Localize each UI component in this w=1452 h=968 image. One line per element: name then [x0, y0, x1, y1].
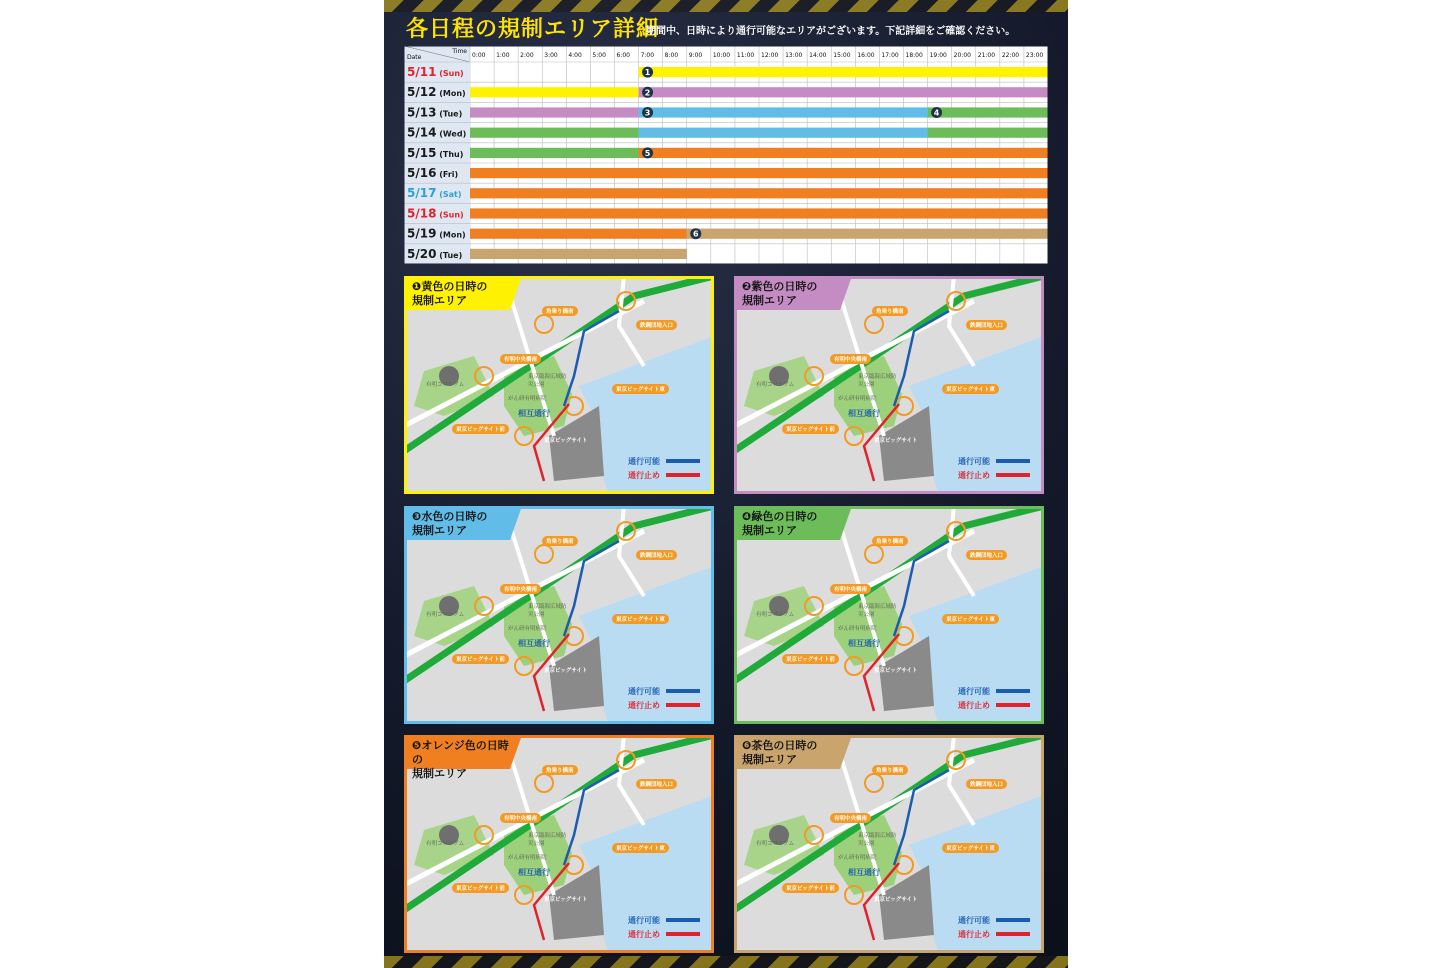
label-cancer-hospital: がん研有明病院 [838, 626, 877, 632]
map-legend [628, 454, 700, 482]
schedule-marker-number: 3 [644, 108, 651, 118]
hour-label: 19:00 [929, 52, 947, 59]
hour-label: 20:00 [953, 52, 971, 59]
label-mutual-traffic: 相互通行 [848, 409, 880, 418]
label-bigsight-front: 東京ビッグサイト前 [452, 424, 509, 434]
label-bigsight-front: 東京ビッグサイト前 [782, 424, 839, 434]
schedule-bar-orange [470, 208, 1048, 218]
legend-closed-line [666, 932, 700, 936]
label-railway-entrance: 鉄鋼団地入口 [966, 779, 1007, 789]
legend-passable-text: 通行可能 [628, 456, 660, 466]
label-rinkai-park: 東京臨海広域防災公園 [858, 374, 897, 388]
date-label: 5/14 (Wed) [407, 125, 467, 140]
label-bigsight: 東京ビッグサイト [544, 897, 588, 903]
hour-label: 11:00 [736, 52, 755, 59]
label-corner-bridge: 角乗り橋南 [542, 306, 578, 316]
label-rinkai-park: 東京臨海広域防災公園 [858, 604, 897, 618]
schedule-marker-number: 4 [933, 108, 940, 118]
label-bigsight-front: 東京ビッグサイト前 [452, 883, 509, 893]
legend-passable-line [666, 459, 700, 463]
label-bigsight-east: 東京ビッグサイト東 [942, 384, 999, 394]
label-ariake-center-bridge: 有明中央橋南 [500, 354, 541, 364]
hour-label: 7:00 [640, 52, 655, 59]
map-legend [628, 913, 700, 941]
label-corner-bridge: 角乗り橋南 [872, 536, 908, 546]
label-bigsight: 東京ビッグサイト [874, 668, 918, 674]
schedule-bar-brown [687, 229, 1048, 239]
corner-time-label: Time [452, 48, 467, 55]
legend-passable-text: 通行可能 [958, 686, 990, 696]
legend-passable-line [996, 459, 1030, 463]
map-panel-3 [404, 506, 714, 724]
label-mutual-traffic: 相互通行 [518, 868, 550, 877]
label-bigsight: 東京ビッグサイト [874, 438, 918, 444]
legend-passable-text: 通行可能 [958, 915, 990, 925]
schedule-bar-yellow [470, 87, 639, 97]
page-subtitle: 期間中、日時により通行可能なエリアがございます。下記詳細をご確認ください。 [646, 26, 1016, 37]
schedule-bar-brown [470, 249, 687, 259]
label-cancer-hospital: がん研有明病院 [838, 396, 877, 402]
poster [384, 0, 1068, 968]
label-colosseum: 有明コロシアム [426, 382, 465, 388]
hazard-stripe-top [384, 0, 1068, 12]
label-railway-entrance: 鉄鋼団地入口 [636, 779, 677, 789]
label-railway-entrance: 鉄鋼団地入口 [636, 550, 677, 560]
label-ariake-center-bridge: 有明中央橋南 [500, 813, 541, 823]
legend-closed-line [996, 932, 1030, 936]
date-label: 5/11 (Sun) [407, 65, 464, 79]
label-corner-bridge: 角乗り橋南 [872, 765, 908, 775]
schedule-marker-number: 5 [644, 148, 651, 158]
date-label: 5/19 (Mon) [407, 226, 466, 241]
label-colosseum: 有明コロシアム [426, 612, 465, 618]
label-colosseum: 有明コロシアム [756, 612, 795, 618]
schedule-bar-blue [639, 128, 928, 138]
label-ariake-center-bridge: 有明中央橋南 [500, 584, 541, 594]
label-bigsight: 東京ビッグサイト [544, 668, 588, 674]
hour-label: 22:00 [1001, 52, 1020, 59]
date-label: 5/16 (Fri) [407, 166, 459, 180]
hour-label: 16:00 [857, 52, 875, 59]
map-legend [958, 913, 1030, 941]
label-mutual-traffic: 相互通行 [848, 639, 880, 648]
hour-label: 13:00 [785, 52, 803, 59]
schedule-bar-yellow [639, 67, 1048, 77]
hour-label: 0:00 [472, 52, 486, 59]
label-bigsight-front: 東京ビッグサイト前 [452, 654, 509, 664]
label-colosseum: 有明コロシアム [426, 841, 465, 847]
panel-title: ❶黄色の日時の 規制エリア [412, 280, 488, 307]
date-label: 5/17 (Sat) [407, 186, 462, 201]
label-mutual-traffic: 相互通行 [848, 868, 880, 877]
hour-label: 5:00 [592, 52, 606, 59]
legend-closed-text: 通行止め [628, 700, 660, 710]
label-rinkai-park: 東京臨海広域防災公園 [858, 833, 897, 847]
map-panel-2 [734, 276, 1044, 494]
hour-label: 6:00 [616, 52, 630, 59]
corner-date-label: Date [407, 54, 422, 61]
schedule-marker-number: 1 [644, 68, 651, 78]
hour-label: 15:00 [833, 52, 851, 59]
hour-label: 1:00 [496, 52, 510, 59]
legend-closed-text: 通行止め [958, 929, 990, 939]
date-label: 5/13 (Tue) [407, 105, 463, 120]
panel-title: ❹緑色の日時の 規制エリア [742, 510, 818, 537]
legend-closed-line [666, 473, 700, 477]
hour-label: 8:00 [664, 52, 679, 59]
hour-label: 23:00 [1025, 52, 1044, 59]
map-panel-6 [734, 735, 1044, 953]
hazard-stripe-bottom [384, 956, 1068, 968]
legend-passable-line [996, 918, 1030, 922]
label-ariake-center-bridge: 有明中央橋南 [830, 813, 871, 823]
hour-label: 9:00 [688, 52, 703, 59]
legend-passable-text: 通行可能 [958, 456, 990, 466]
map-legend [958, 454, 1030, 482]
date-label: 5/12 (Mon) [407, 85, 466, 100]
schedule-bar-purple [470, 107, 639, 117]
legend-closed-line [666, 703, 700, 707]
legend-closed-text: 通行止め [958, 700, 990, 710]
panel-title: ❻茶色の日時の 規制エリア [742, 739, 818, 766]
label-cancer-hospital: がん研有明病院 [508, 626, 547, 632]
panel-title: ❸水色の日時の 規制エリア [412, 510, 488, 537]
label-railway-entrance: 鉄鋼団地入口 [966, 320, 1007, 330]
label-railway-entrance: 鉄鋼団地入口 [636, 320, 677, 330]
label-railway-entrance: 鉄鋼団地入口 [966, 550, 1007, 560]
map-panel-4 [734, 506, 1044, 724]
schedule-bar-orange [470, 188, 1048, 198]
hour-label: 21:00 [977, 52, 996, 59]
legend-closed-line [996, 703, 1030, 707]
date-label: 5/15 (Thu) [407, 145, 464, 160]
legend-passable-line [996, 689, 1030, 693]
label-bigsight-east: 東京ビッグサイト東 [612, 843, 669, 853]
label-rinkai-park: 東京臨海広域防災公園 [528, 374, 567, 388]
hour-label: 17:00 [881, 52, 899, 59]
hour-label: 14:00 [809, 52, 827, 59]
map-legend [958, 684, 1030, 712]
hour-label: 12:00 [761, 52, 779, 59]
label-cancer-hospital: がん研有明病院 [838, 855, 877, 861]
label-mutual-traffic: 相互通行 [518, 639, 550, 648]
label-colosseum: 有明コロシアム [756, 382, 795, 388]
map-legend [628, 684, 700, 712]
legend-closed-line [996, 473, 1030, 477]
schedule-bar-purple [639, 87, 1048, 97]
map-panel-1 [404, 276, 714, 494]
date-label: 5/18 (Sun) [407, 206, 464, 221]
label-rinkai-park: 東京臨海広域防災公園 [528, 604, 567, 618]
page-title: 各日程の規制エリア詳細 [406, 17, 660, 42]
panel-title: ❷紫色の日時の 規制エリア [742, 280, 818, 307]
map-panel-5 [404, 735, 714, 953]
schedule-bar-green [470, 148, 639, 158]
legend-passable-line [666, 918, 700, 922]
legend-closed-text: 通行止め [628, 470, 660, 480]
legend-closed-text: 通行止め [958, 470, 990, 480]
schedule-bar-green [928, 128, 1048, 138]
legend-passable-text: 通行可能 [628, 686, 660, 696]
label-cancer-hospital: がん研有明病院 [508, 396, 547, 402]
label-cancer-hospital: がん研有明病院 [508, 855, 547, 861]
label-ariake-center-bridge: 有明中央橋南 [830, 354, 871, 364]
panel-title: ❺オレンジ色の日時の 規制エリア [412, 739, 509, 780]
schedule-marker-number: 6 [692, 229, 699, 239]
schedule-bar-orange [639, 148, 1048, 158]
label-corner-bridge: 角乗り橋南 [872, 306, 908, 316]
legend-passable-line [666, 689, 700, 693]
legend-passable-text: 通行可能 [628, 915, 660, 925]
label-bigsight-front: 東京ビッグサイト前 [782, 654, 839, 664]
schedule-marker-number: 2 [644, 88, 651, 98]
label-bigsight-east: 東京ビッグサイト東 [612, 614, 669, 624]
label-bigsight-east: 東京ビッグサイト東 [942, 614, 999, 624]
hour-label: 18:00 [905, 52, 923, 59]
label-mutual-traffic: 相互通行 [518, 409, 550, 418]
hour-label: 3:00 [544, 52, 558, 59]
schedule-bar-green [928, 107, 1048, 117]
label-bigsight: 東京ビッグサイト [874, 897, 918, 903]
schedule-bar-orange [470, 168, 1048, 178]
date-label: 5/20 (Tue) [407, 246, 463, 261]
hour-label: 10:00 [712, 52, 731, 59]
label-bigsight-east: 東京ビッグサイト東 [942, 843, 999, 853]
label-ariake-center-bridge: 有明中央橋南 [830, 584, 871, 594]
label-bigsight-east: 東京ビッグサイト東 [612, 384, 669, 394]
schedule-table [404, 46, 1048, 264]
hour-label: 2:00 [520, 52, 534, 59]
label-bigsight-front: 東京ビッグサイト前 [782, 883, 839, 893]
schedule-bar-orange [470, 229, 687, 239]
label-corner-bridge: 角乗り橋南 [542, 765, 578, 775]
label-colosseum: 有明コロシアム [756, 841, 795, 847]
legend-closed-text: 通行止め [628, 929, 660, 939]
schedule-bar-green [470, 128, 639, 138]
label-rinkai-park: 東京臨海広域防災公園 [528, 833, 567, 847]
hour-label: 4:00 [568, 52, 582, 59]
label-bigsight: 東京ビッグサイト [544, 438, 588, 444]
label-corner-bridge: 角乗り橋南 [542, 536, 578, 546]
schedule-bar-blue [639, 107, 928, 117]
